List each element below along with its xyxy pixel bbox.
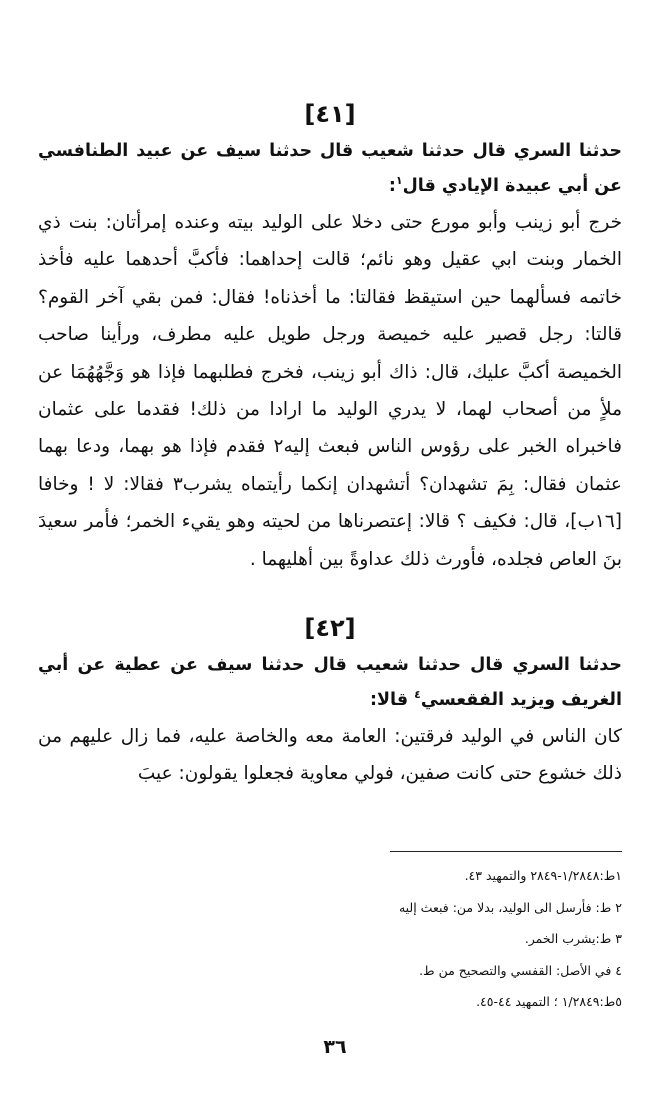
footnotes [200, 860, 622, 1018]
isnad-text: حدثنا السري قال حدثنا شعيب قال حدثنا سيف عن عبيد الطنافسي عن أبي عبيدة الإيادي قال [38, 141, 622, 196]
narration-text: كان الناس في الوليد فرقتين: العامة معه والخاصة عليه، فما زال عليهم من ذلك خشوع حتى كانت صفين، فولي معاوية فجعلوا يقولون: عيبَ [38, 726, 622, 785]
isnad-chain [38, 134, 622, 204]
isnad-chain [38, 648, 622, 718]
footnote-divider [390, 851, 622, 852]
page-body [38, 88, 622, 793]
section-41 [38, 94, 622, 578]
section-42 [38, 608, 622, 793]
narration-text: خرج أبو زينب وأبو مورع حتى دخلا على الوليد بيته وعنده إمرأتان: بنت ذي الخمار وبنت ابي عقيل وهو نائم؛ قالت إحداهما: فأكبَّ أحدهما عليه فأخذ خاتمه فسألهما حين استيقظ فقالتا: ما أخذناه! فقال: فمن بقي آخر القوم؟ قالتا: رجل قصير عليه خميصة ورجل طويل عليه مطرف، ورأينا صاحب الخميصة أكبَّ عليك، قال: ذاك أبو زينب، فخرج فطلبهما فإذا هو وَجَّهُهُمَا عن ملأٍ من أصحاب لهما، لا يدري الوليد ما ارادا من ذلك! فقدما على عثمان فاخبراه الخبر على رؤوس الناس فبعث إليه٢ فقدم فإذا هو بهما، ودعا بهما عثمان فقال: بِمَ تشهدان؟ أتشهدان إنكما رأيتماه يشرب٣ فقالا: لا ! وخافا [١٦ب]، قال: فكيف ؟ قالا: إعتصرناها من لحيته وهو يقيء الخمر؛ فأمر سعيدَ بنَ العاص فجلده، فأورث ذلك عداوةً بين أهليهما . [38, 212, 622, 570]
footnote-3: ٣ ط:يشرب الخمر. [524, 931, 622, 946]
footnote-2: ٢ ط: فأرسل الى الوليد، بدلا من: فبعث إليه [398, 899, 622, 915]
page-number: ٣٦ [323, 1036, 347, 1058]
isnad-end: : [388, 176, 396, 196]
section-number: [٤٢] [304, 614, 356, 643]
footnote-marker: ٤ [414, 688, 421, 702]
footnote-marker: ١ [395, 174, 403, 188]
footnote-4: ٤ في الأصل: القفسي والتصحيح من ط. [419, 962, 622, 978]
isnad-end: قالا: [370, 690, 415, 711]
footnote-5: ٥ط:١/٢٨٤٩ ؛ التمهيد ٤٤-٤٥. [476, 994, 622, 1009]
section-number: [٤١] [304, 100, 356, 128]
isnad-text: حدثنا السري قال حدثنا شعيب قال حدثنا سيف عن عطية عن أبي الغريف ويزيد الفقعسي [38, 655, 622, 711]
footnote-1: ١ط:١/٢٨٤٨-٢٨٤٩ والتمهيد ٤٣. [464, 868, 622, 883]
